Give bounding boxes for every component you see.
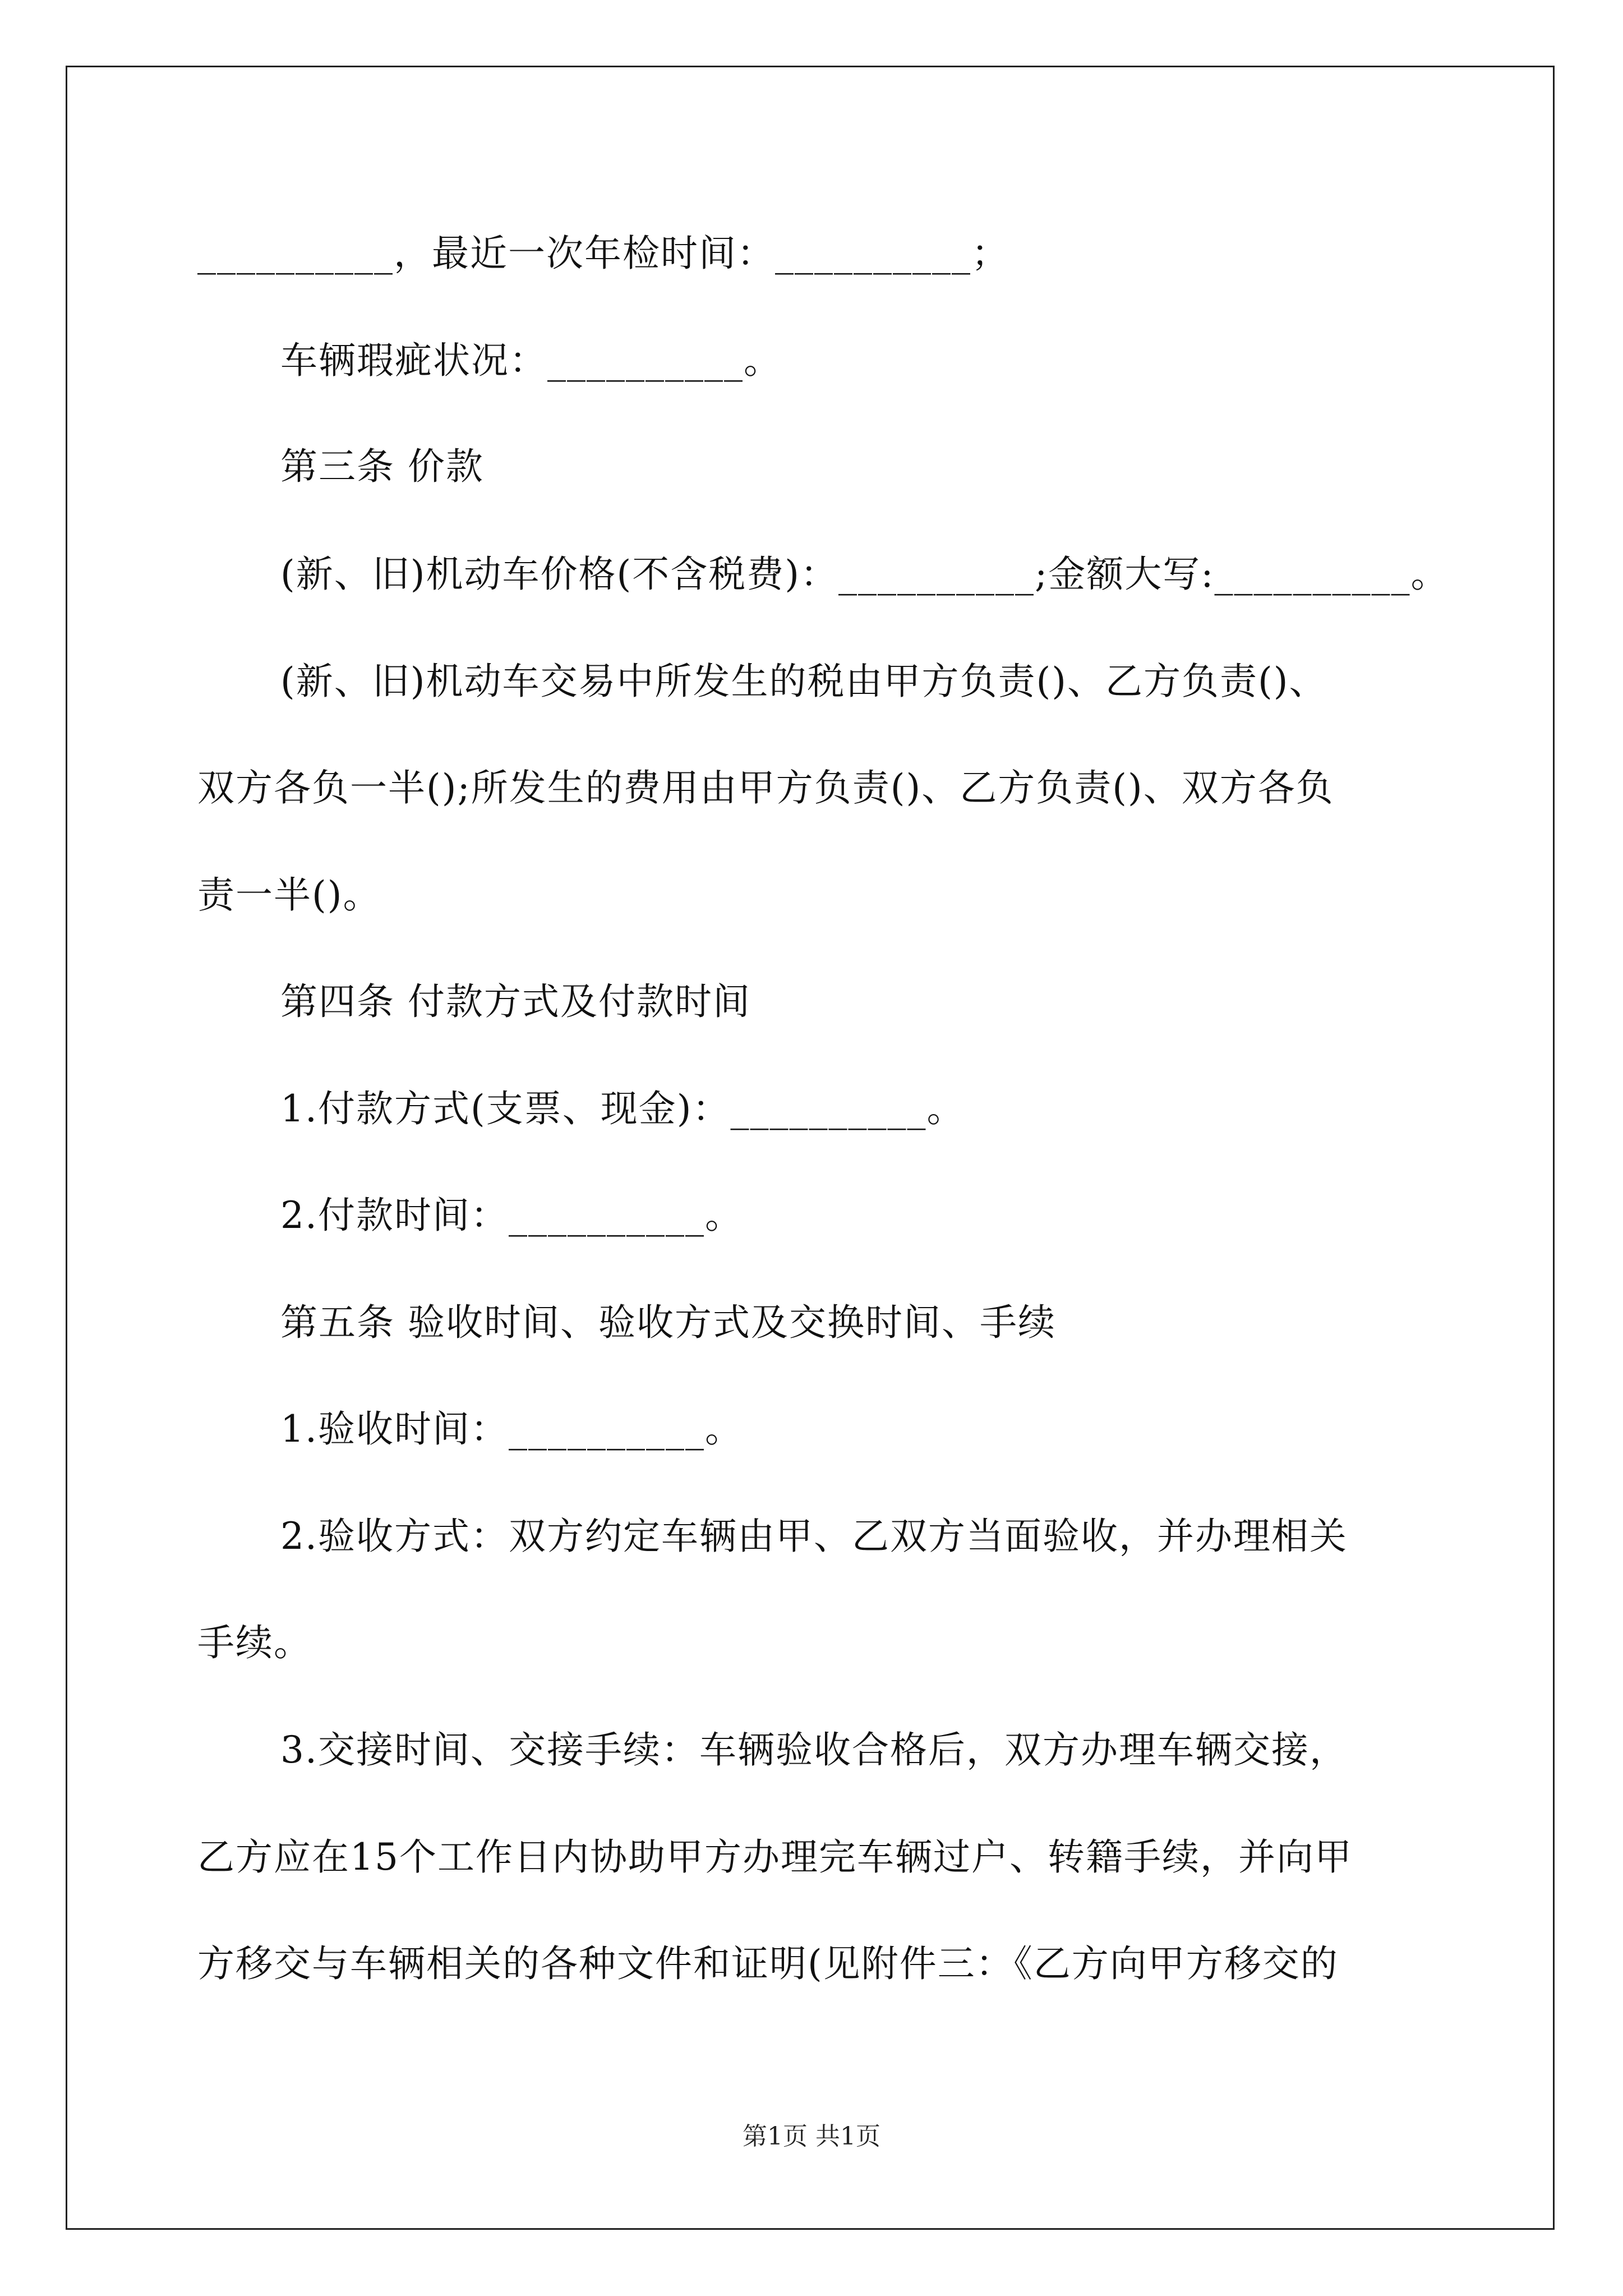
section-heading: 第五条 验收时间、验收方式及交换时间、手续 — [280, 1301, 1056, 1344]
text-line: 1.验收时间：__________。 — [280, 1407, 743, 1451]
text-line: 责一半()。 — [197, 873, 381, 917]
text-line: 2.付款时间：__________。 — [280, 1194, 743, 1237]
text-line: 车辆瑕疵状况：__________。 — [280, 339, 782, 382]
text-line: 3.交接时间、交接手续：车辆验收合格后，双方办理车辆交接， — [280, 1728, 1348, 1772]
text-line: (新、旧)机动车价格(不含税费)：__________;金额大写:__________。 — [280, 553, 1449, 596]
text-line: 方移交与车辆相关的各种文件和证明(见附件三：《乙方向甲方移交的 — [197, 1942, 1339, 1985]
page-border — [66, 66, 1555, 2230]
page-footer: 第1页 共1页 — [743, 2122, 880, 2151]
text-line: 双方各负一半();所发生的费用由甲方负责()、乙方负责()、双方各负 — [197, 766, 1334, 809]
text-line: __________，最近一次年检时间：__________； — [197, 232, 1009, 275]
text-line: (新、旧)机动车交易中所发生的税由甲方负责()、乙方负责()、 — [280, 660, 1327, 703]
text-line: 1.付款方式(支票、现金)：__________。 — [280, 1087, 965, 1130]
section-heading: 第三条 价款 — [280, 445, 484, 488]
text-line: 2.验收方式：双方约定车辆由甲、乙双方当面验收，并办理相关 — [280, 1515, 1348, 1558]
text-line: 手续。 — [197, 1621, 312, 1664]
section-heading: 第四条 付款方式及付款时间 — [280, 980, 751, 1023]
text-line: 乙方应在15个工作日内协助甲方办理完车辆过户、转籍手续，并向甲 — [197, 1835, 1353, 1879]
